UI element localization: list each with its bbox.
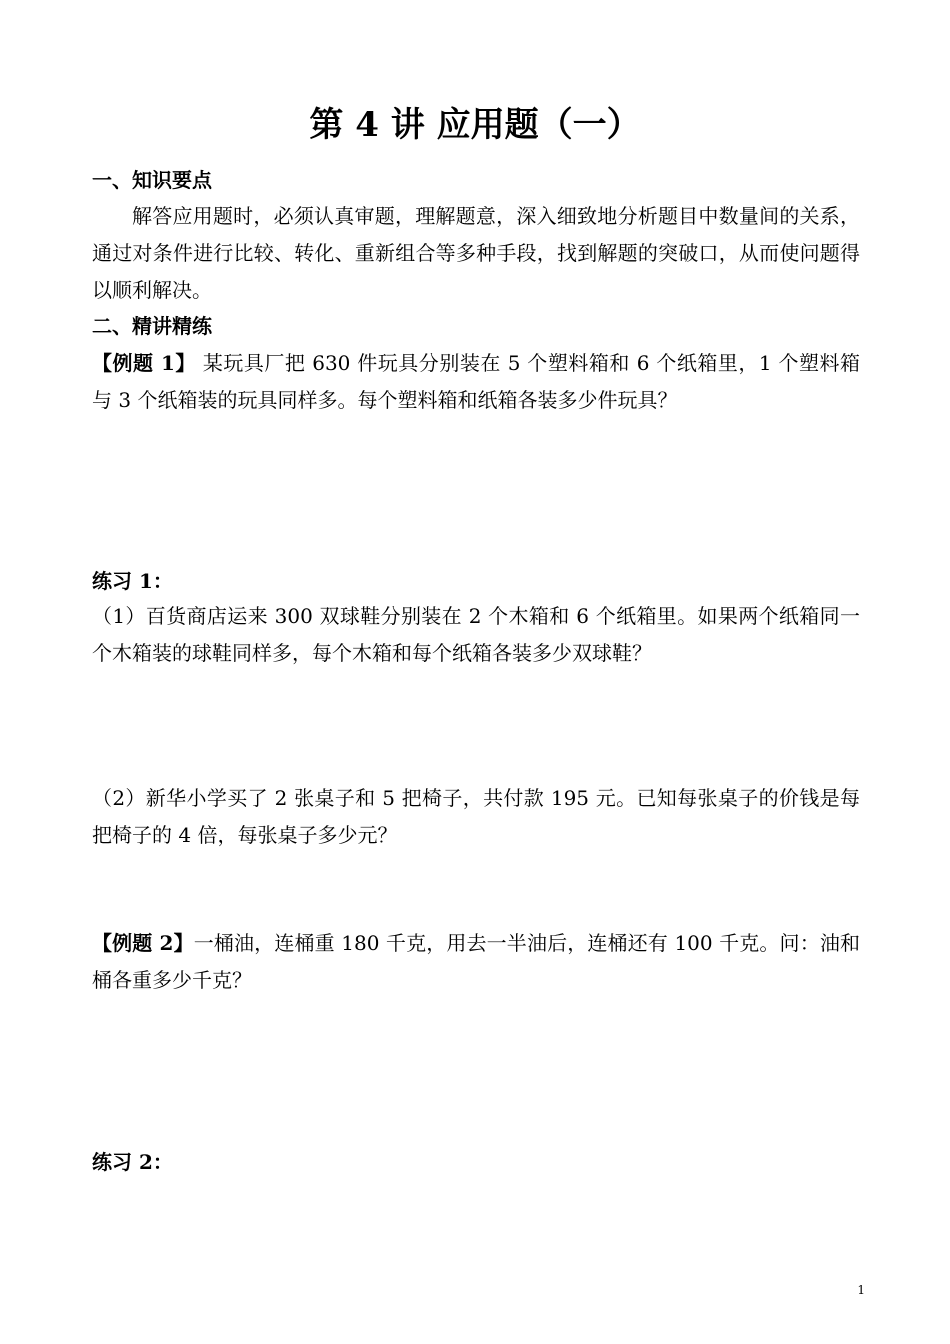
knowledge-points-paragraph: 解答应用题时，必须认真审题，理解题意，深入细致地分析题目中数量间的关系，通过对条件进行比较、转化、重新组合等多种手段，找到解题的突破口，从而使问题得以顺利解决。 xyxy=(92,204,860,302)
example-2-text: 一桶油，连桶重 180 千克，用去一半油后，连桶还有 100 千克。问：油和桶各重多少千克？ xyxy=(92,931,860,992)
practice-1-heading: 练习 1： xyxy=(92,569,173,593)
example-1 xyxy=(92,345,860,419)
example-2-label: 【例题 2】 xyxy=(92,931,194,955)
section-heading-knowledge-points: 一、知识要点 xyxy=(92,168,212,192)
section-heading-practice: 二、精讲精练 xyxy=(92,314,212,338)
practice-1-question-2: （2）新华小学买了 2 张桌子和 5 把椅子，共付款 195 元。已知每张桌子的价钱是每把椅子的 4 倍，每张桌子多少元？ xyxy=(92,786,860,847)
example-2 xyxy=(92,925,860,999)
page-number: 1 xyxy=(857,1283,865,1297)
example-1-label: 【例题 1】 xyxy=(92,351,196,375)
practice-2-heading: 练习 2： xyxy=(92,1150,173,1174)
page-title: 第 4 讲 应用题（一） xyxy=(309,105,641,145)
example-1-text: 某玩具厂把 630 件玩具分别装在 5 个塑料箱和 6 个纸箱里，1 个塑料箱与 3 个纸箱装的玩具同样多。每个塑料箱和纸箱各装多少件玩具？ xyxy=(92,351,860,412)
practice-1-question-1: （1）百货商店运来 300 双球鞋分别装在 2 个木箱和 6 个纸箱里。如果两个纸箱同一个木箱装的球鞋同样多，每个木箱和每个纸箱各装多少双球鞋？ xyxy=(92,604,860,665)
